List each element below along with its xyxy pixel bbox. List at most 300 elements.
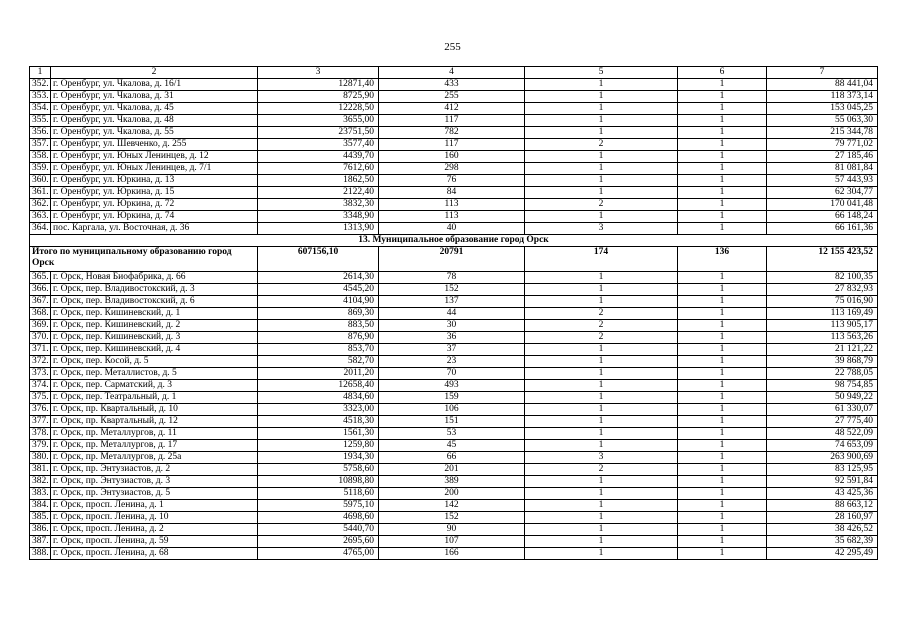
table-cell: г. Орск, пр. Энтузиастов, д. 2 xyxy=(51,464,258,476)
table-cell: 380. xyxy=(30,452,51,464)
table-row xyxy=(30,127,878,139)
table-cell: 1 xyxy=(678,103,767,115)
table-cell: 379. xyxy=(30,440,51,452)
table-cell: 5758,60 xyxy=(258,464,379,476)
table-cell: 381. xyxy=(30,464,51,476)
table-cell: 1 xyxy=(525,91,678,103)
table-cell: г. Орск, пр. Энтузиастов, д. 3 xyxy=(51,476,258,488)
table-cell: 57 443,93 xyxy=(767,175,878,187)
table-cell: 1 xyxy=(678,452,767,464)
table-cell: 876,90 xyxy=(258,332,379,344)
table-row xyxy=(30,115,878,127)
table-cell: 377. xyxy=(30,416,51,428)
table-cell: 117 xyxy=(379,115,525,127)
table-cell: 4834,60 xyxy=(258,392,379,404)
table-cell: 1 xyxy=(525,404,678,416)
table-row xyxy=(30,175,878,187)
table-cell: 2011,20 xyxy=(258,368,379,380)
table-cell: 1 xyxy=(525,440,678,452)
table-cell: 160 xyxy=(379,151,525,163)
table-cell: 1 xyxy=(525,284,678,296)
table-row xyxy=(30,464,878,476)
table-cell: 4765,00 xyxy=(258,548,379,560)
table-row xyxy=(30,512,878,524)
table-cell: 1 xyxy=(525,79,678,91)
table-cell: 113 563,26 xyxy=(767,332,878,344)
table-cell: 39 868,79 xyxy=(767,356,878,368)
table-cell: 27 775,40 xyxy=(767,416,878,428)
table-cell: 883,50 xyxy=(258,320,379,332)
table-cell: 3348,90 xyxy=(258,211,379,223)
table-row xyxy=(30,368,878,380)
table-cell: 367. xyxy=(30,296,51,308)
table-cell: 1 xyxy=(525,524,678,536)
table-cell: 1 xyxy=(678,211,767,223)
table-cell: г. Оренбург, ул. Юркина, д. 74 xyxy=(51,211,258,223)
table-row xyxy=(30,452,878,464)
table-cell: г. Орск, пр. Металлургов, д. 11 xyxy=(51,428,258,440)
table-cell: 113 xyxy=(379,199,525,211)
table-row xyxy=(30,79,878,91)
table-cell: 366. xyxy=(30,284,51,296)
table-cell: 1 xyxy=(678,127,767,139)
table-cell: 12658,40 xyxy=(258,380,379,392)
table-cell: 361. xyxy=(30,187,51,199)
table-cell: 1 xyxy=(525,127,678,139)
table-cell: 1 xyxy=(678,488,767,500)
column-header: 2 xyxy=(51,67,258,79)
table-cell: 23751,50 xyxy=(258,127,379,139)
table-row xyxy=(30,536,878,548)
table-cell: г. Орск, пер. Кишиневский, д. 2 xyxy=(51,320,258,332)
table-cell: 12871,40 xyxy=(258,79,379,91)
column-header: 5 xyxy=(525,67,678,79)
table-cell: 1 xyxy=(678,308,767,320)
table-cell: 118 373,14 xyxy=(767,91,878,103)
table-cell: 61 330,07 xyxy=(767,404,878,416)
table-cell: 1 xyxy=(525,115,678,127)
table-row xyxy=(30,416,878,428)
page-number: 255 xyxy=(444,41,461,53)
table-cell: 1259,80 xyxy=(258,440,379,452)
table-row xyxy=(30,211,878,223)
table-row xyxy=(30,500,878,512)
table-cell: г. Орск, пр. Металлургов, д. 25а xyxy=(51,452,258,464)
table-cell: 355. xyxy=(30,115,51,127)
table-cell: 374. xyxy=(30,380,51,392)
table-cell: 1 xyxy=(678,91,767,103)
table-cell: г. Оренбург, ул. Шевченко, д. 255 xyxy=(51,139,258,151)
table-cell: 170 041,48 xyxy=(767,199,878,211)
table-row xyxy=(30,440,878,452)
table-cell: 2614,30 xyxy=(258,272,379,284)
table-cell: 30 xyxy=(379,320,525,332)
table-cell: 1 xyxy=(525,368,678,380)
table-cell: 298 xyxy=(379,163,525,175)
table-cell: 354. xyxy=(30,103,51,115)
table-cell: 200 xyxy=(379,488,525,500)
table-cell: 78 xyxy=(379,272,525,284)
table-cell: 371. xyxy=(30,344,51,356)
table-cell: 82 100,35 xyxy=(767,272,878,284)
table-cell: 359. xyxy=(30,163,51,175)
table-cell: 3655,00 xyxy=(258,115,379,127)
table-cell: 70 xyxy=(379,368,525,380)
table-cell: 40 xyxy=(379,223,525,235)
table-cell: 263 900,69 xyxy=(767,452,878,464)
table-cell: г. Орск, пер. Сарматский, д. 3 xyxy=(51,380,258,392)
table-cell: 1 xyxy=(525,344,678,356)
table-cell: 151 xyxy=(379,416,525,428)
table-cell: 74 653,09 xyxy=(767,440,878,452)
table-cell: г. Орск, пер. Театральный, д. 1 xyxy=(51,392,258,404)
section-header-row xyxy=(30,235,878,247)
table-cell: 373. xyxy=(30,368,51,380)
table-row xyxy=(30,356,878,368)
column-header: 6 xyxy=(678,67,767,79)
table-cell: 1 xyxy=(525,548,678,560)
table-cell: г. Орск, пер. Кишиневский, д. 4 xyxy=(51,344,258,356)
section-title: 13. Муниципальное образование город Орск xyxy=(30,235,878,247)
table-cell: 79 771,02 xyxy=(767,139,878,151)
table-cell: 45 xyxy=(379,440,525,452)
table-cell: 412 xyxy=(379,103,525,115)
table-cell: 44 xyxy=(379,308,525,320)
column-header: 1 xyxy=(30,67,51,79)
table-cell: 66 161,36 xyxy=(767,223,878,235)
table-cell: 66 xyxy=(379,452,525,464)
table-cell: 382. xyxy=(30,476,51,488)
table-cell: 1934,30 xyxy=(258,452,379,464)
table-cell: 3832,30 xyxy=(258,199,379,211)
table-cell: 98 754,85 xyxy=(767,380,878,392)
table-cell: 356. xyxy=(30,127,51,139)
table-cell: г. Оренбург, ул. Чкалова, д. 55 xyxy=(51,127,258,139)
table-cell: 2 xyxy=(525,308,678,320)
table-cell: 5440,70 xyxy=(258,524,379,536)
table-cell: 2 xyxy=(525,199,678,211)
table-cell: 38 426,52 xyxy=(767,524,878,536)
table-cell: 1 xyxy=(678,404,767,416)
table-cell: 1 xyxy=(525,500,678,512)
table-cell: 376. xyxy=(30,404,51,416)
table-cell: г. Орск, пр. Металлургов, д. 17 xyxy=(51,440,258,452)
table-cell: 50 949,22 xyxy=(767,392,878,404)
table-row xyxy=(30,320,878,332)
table-cell: 27 185,46 xyxy=(767,151,878,163)
table-cell: 582,70 xyxy=(258,356,379,368)
table-cell: 1 xyxy=(678,440,767,452)
table-cell: г. Оренбург, ул. Юркина, д. 15 xyxy=(51,187,258,199)
table-cell: 66 148,24 xyxy=(767,211,878,223)
table-cell: 2 xyxy=(525,320,678,332)
table-cell: 385. xyxy=(30,512,51,524)
table-row xyxy=(30,284,878,296)
table-cell: 62 304,77 xyxy=(767,187,878,199)
table-row xyxy=(30,91,878,103)
total-value: 174 xyxy=(525,247,678,272)
data-table xyxy=(29,66,878,560)
table-cell: 7612,60 xyxy=(258,163,379,175)
table-cell: 3577,40 xyxy=(258,139,379,151)
column-header: 4 xyxy=(379,67,525,79)
table-cell: г. Орск, пр. Квартальный, д. 10 xyxy=(51,404,258,416)
table-cell: 10898,80 xyxy=(258,476,379,488)
table-row xyxy=(30,139,878,151)
total-value: 20791 xyxy=(379,247,525,272)
table-cell: пос. Каргала, ул. Восточная, д. 36 xyxy=(51,223,258,235)
table-cell: 5118,60 xyxy=(258,488,379,500)
table-cell: 364. xyxy=(30,223,51,235)
table-cell: 433 xyxy=(379,79,525,91)
table-cell: 1 xyxy=(678,332,767,344)
table-cell: 1 xyxy=(525,163,678,175)
table-cell: 53 xyxy=(379,428,525,440)
table-row xyxy=(30,187,878,199)
table-cell: 88 663,12 xyxy=(767,500,878,512)
table-cell: 35 682,39 xyxy=(767,536,878,548)
table-cell: 1 xyxy=(678,548,767,560)
table-cell: 1 xyxy=(678,284,767,296)
table-cell: 43 425,36 xyxy=(767,488,878,500)
table-cell: 1 xyxy=(525,187,678,199)
table-cell: 27 832,93 xyxy=(767,284,878,296)
table-cell: г. Орск, просп. Ленина, д. 2 xyxy=(51,524,258,536)
table-cell: 1 xyxy=(678,464,767,476)
table-row xyxy=(30,344,878,356)
table-cell: 1 xyxy=(678,115,767,127)
table-cell: 358. xyxy=(30,151,51,163)
table-cell: 88 441,04 xyxy=(767,79,878,91)
table-cell: г. Оренбург, ул. Юных Ленинцев, д. 7/1 xyxy=(51,163,258,175)
table-cell: 106 xyxy=(379,404,525,416)
table-cell: 1 xyxy=(678,416,767,428)
table-cell: г. Орск, пер. Кишиневский, д. 1 xyxy=(51,308,258,320)
table-cell: 48 522,09 xyxy=(767,428,878,440)
table-cell: 1 xyxy=(525,175,678,187)
table-cell: 1561,30 xyxy=(258,428,379,440)
table-cell: 113 169,49 xyxy=(767,308,878,320)
table-cell: г. Орск, пер. Кишиневский, д. 3 xyxy=(51,332,258,344)
table-cell: г. Оренбург, ул. Чкалова, д. 45 xyxy=(51,103,258,115)
table-cell: 387. xyxy=(30,536,51,548)
table-cell: 159 xyxy=(379,392,525,404)
column-header: 3 xyxy=(258,67,379,79)
table-row xyxy=(30,392,878,404)
table-cell: 4545,20 xyxy=(258,284,379,296)
table-cell: 84 xyxy=(379,187,525,199)
table-cell: 12228,50 xyxy=(258,103,379,115)
table-row xyxy=(30,428,878,440)
table-cell: 386. xyxy=(30,524,51,536)
table-cell: г. Орск, пер. Владивостокский, д. 3 xyxy=(51,284,258,296)
table-cell: 1 xyxy=(678,512,767,524)
table-row xyxy=(30,296,878,308)
table-cell: 1 xyxy=(678,380,767,392)
table-cell: г. Оренбург, ул. Чкалова, д. 31 xyxy=(51,91,258,103)
table-cell: 1 xyxy=(678,524,767,536)
table-cell: 107 xyxy=(379,536,525,548)
table-cell: 383. xyxy=(30,488,51,500)
table-cell: 4104,90 xyxy=(258,296,379,308)
table-cell: 2122,40 xyxy=(258,187,379,199)
table-row xyxy=(30,488,878,500)
table-cell: 353. xyxy=(30,91,51,103)
table-row xyxy=(30,308,878,320)
table-cell: г. Орск, пер. Металлистов, д. 5 xyxy=(51,368,258,380)
table-cell: 1 xyxy=(525,512,678,524)
table-cell: 1 xyxy=(525,428,678,440)
table-cell: 42 295,49 xyxy=(767,548,878,560)
table-cell: 1 xyxy=(525,103,678,115)
table-cell: г. Орск, пер. Косой, д. 5 xyxy=(51,356,258,368)
table-cell: 370. xyxy=(30,332,51,344)
total-value: 12 155 423,52 xyxy=(767,247,878,272)
table-row xyxy=(30,548,878,560)
table-cell: 166 xyxy=(379,548,525,560)
table-cell: 1 xyxy=(678,428,767,440)
table-cell: 368. xyxy=(30,308,51,320)
table-cell: 1 xyxy=(525,151,678,163)
table-cell: 362. xyxy=(30,199,51,211)
table-cell: 352. xyxy=(30,79,51,91)
table-cell: г. Орск, пер. Владивостокский, д. 6 xyxy=(51,296,258,308)
table-cell: 1 xyxy=(678,79,767,91)
table-cell: 1 xyxy=(525,488,678,500)
total-row xyxy=(30,247,878,272)
total-value: 136 xyxy=(678,247,767,272)
table-cell: 153 045,25 xyxy=(767,103,878,115)
table-cell: 1 xyxy=(678,476,767,488)
table-cell: 1 xyxy=(678,223,767,235)
table-row xyxy=(30,332,878,344)
table-cell: 81 081,84 xyxy=(767,163,878,175)
table-cell: 5975,10 xyxy=(258,500,379,512)
table-cell: 388. xyxy=(30,548,51,560)
table-cell: 142 xyxy=(379,500,525,512)
table-cell: 255 xyxy=(379,91,525,103)
table-cell: 1313,90 xyxy=(258,223,379,235)
table-cell: 152 xyxy=(379,512,525,524)
table-cell: 1 xyxy=(525,476,678,488)
table-cell: 493 xyxy=(379,380,525,392)
table-cell: 1 xyxy=(678,392,767,404)
table-cell: 1 xyxy=(678,163,767,175)
table-cell: 83 125,95 xyxy=(767,464,878,476)
table-cell: 75 016,90 xyxy=(767,296,878,308)
table-row xyxy=(30,272,878,284)
table-cell: г. Оренбург, ул. Юркина, д. 13 xyxy=(51,175,258,187)
table-cell: 1 xyxy=(678,500,767,512)
table-cell: 869,30 xyxy=(258,308,379,320)
table-cell: 4698,60 xyxy=(258,512,379,524)
table-cell: 4518,30 xyxy=(258,416,379,428)
table-cell: 363. xyxy=(30,211,51,223)
table-cell: г. Оренбург, ул. Чкалова, д. 16/1 xyxy=(51,79,258,91)
table-cell: 1 xyxy=(678,199,767,211)
table-cell: 1 xyxy=(678,175,767,187)
table-cell: 378. xyxy=(30,428,51,440)
table-cell: г. Орск, просп. Ленина, д. 59 xyxy=(51,536,258,548)
table-cell: 1 xyxy=(525,211,678,223)
table-cell: 36 xyxy=(379,332,525,344)
table-cell: г. Орск, Новая Биофабрика, д. 66 xyxy=(51,272,258,284)
table-cell: 28 160,97 xyxy=(767,512,878,524)
table-cell: 389 xyxy=(379,476,525,488)
table-cell: 853,70 xyxy=(258,344,379,356)
table-cell: 1 xyxy=(678,187,767,199)
table-row xyxy=(30,524,878,536)
table-cell: 215 344,78 xyxy=(767,127,878,139)
table-cell: 1 xyxy=(525,296,678,308)
table-cell: г. Оренбург, ул. Юных Ленинцев, д. 12 xyxy=(51,151,258,163)
table-cell: 113 xyxy=(379,211,525,223)
table-cell: 782 xyxy=(379,127,525,139)
table-cell: 3323,00 xyxy=(258,404,379,416)
table-cell: 365. xyxy=(30,272,51,284)
table-row xyxy=(30,199,878,211)
table-cell: 137 xyxy=(379,296,525,308)
table-cell: 1 xyxy=(525,272,678,284)
table-cell: 8725,90 xyxy=(258,91,379,103)
header-row xyxy=(30,67,878,79)
table-cell: г. Орск, просп. Ленина, д. 10 xyxy=(51,512,258,524)
table-cell: 3 xyxy=(525,452,678,464)
table-cell: 4439,70 xyxy=(258,151,379,163)
table-cell: 1 xyxy=(525,356,678,368)
table-cell: 3 xyxy=(525,223,678,235)
table-cell: 117 xyxy=(379,139,525,151)
table-cell: 2695,60 xyxy=(258,536,379,548)
table-cell: 384. xyxy=(30,500,51,512)
table-cell: 2 xyxy=(525,464,678,476)
table-cell: 21 121,22 xyxy=(767,344,878,356)
table-row xyxy=(30,380,878,392)
total-label: Итого по муниципальному образованию город Орск xyxy=(30,247,258,272)
table-cell: 1 xyxy=(678,344,767,356)
table-cell: 55 063,30 xyxy=(767,115,878,127)
table-cell: 1 xyxy=(525,416,678,428)
table-cell: 2 xyxy=(525,332,678,344)
table-cell: г. Орск, пр. Квартальный, д. 12 xyxy=(51,416,258,428)
table-cell: 2 xyxy=(525,139,678,151)
table-cell: 23 xyxy=(379,356,525,368)
table-cell: 90 xyxy=(379,524,525,536)
table-cell: 152 xyxy=(379,284,525,296)
column-header: 7 xyxy=(767,67,878,79)
table-cell: 1 xyxy=(525,536,678,548)
table-cell: 375. xyxy=(30,392,51,404)
table-cell: 1862,50 xyxy=(258,175,379,187)
table-row xyxy=(30,151,878,163)
table-cell: г. Оренбург, ул. Чкалова, д. 48 xyxy=(51,115,258,127)
total-value: 607156,10 xyxy=(258,247,379,272)
table-cell: 92 591,84 xyxy=(767,476,878,488)
table-row xyxy=(30,223,878,235)
table-cell: 76 xyxy=(379,175,525,187)
table-cell: г. Оренбург, ул. Юркина, д. 72 xyxy=(51,199,258,211)
table-cell: 372. xyxy=(30,356,51,368)
table-row xyxy=(30,163,878,175)
table-cell: 1 xyxy=(678,296,767,308)
table-row xyxy=(30,404,878,416)
table-cell: 1 xyxy=(678,139,767,151)
table-cell: 113 905,17 xyxy=(767,320,878,332)
table-cell: г. Орск, просп. Ленина, д. 68 xyxy=(51,548,258,560)
table-cell: г. Орск, пр. Энтузиастов, д. 5 xyxy=(51,488,258,500)
table-cell: 1 xyxy=(525,392,678,404)
table-cell: г. Орск, просп. Ленина, д. 1 xyxy=(51,500,258,512)
